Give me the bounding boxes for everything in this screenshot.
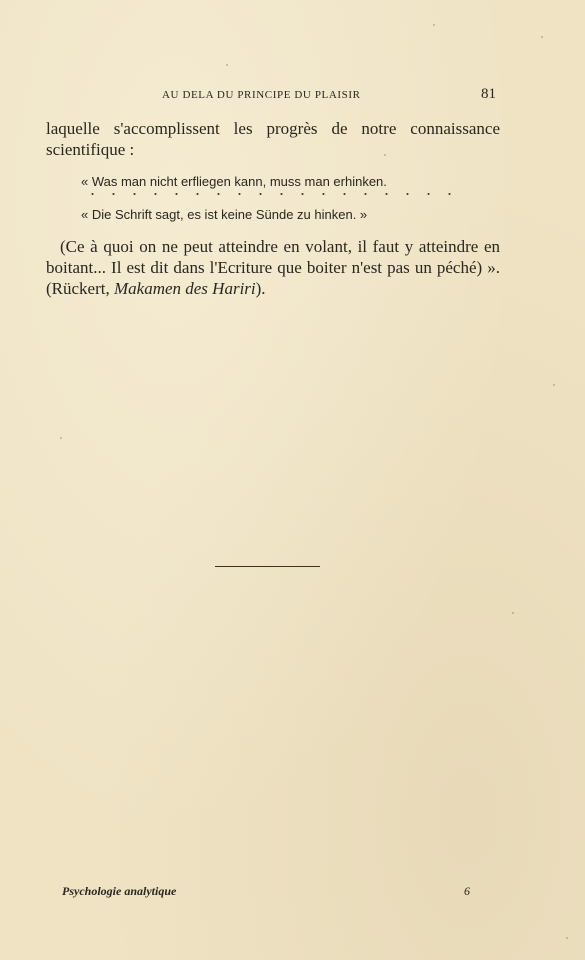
page-number: 81 bbox=[481, 86, 496, 102]
paper-speck bbox=[541, 36, 543, 38]
translation-end: ). bbox=[255, 279, 266, 298]
paragraph-intro: laquelle s'accomplissent les progrès de notre connaissance scientifique : bbox=[46, 119, 500, 159]
german-quote-2: « Die Schrift sagt, es ist keine Sünde zu hinken. » bbox=[81, 207, 368, 222]
signature-title: Psychologie analytique bbox=[62, 884, 177, 898]
paper-speck bbox=[226, 64, 228, 66]
running-head: AU DELA DU PRINCIPE DU PLAISIR bbox=[162, 89, 361, 101]
end-rule bbox=[215, 566, 320, 567]
paragraph-translation bbox=[46, 236, 500, 299]
german-quote-1: « Was man nicht erfliegen kann, muss man erhinken. bbox=[81, 174, 387, 189]
work-title: Makamen des Hariri bbox=[113, 279, 256, 298]
paper-speck bbox=[566, 937, 568, 939]
ellipsis-dot-leader bbox=[82, 192, 462, 196]
paper-speck bbox=[60, 437, 62, 439]
paper-speck bbox=[384, 154, 386, 156]
signature-number: 6 bbox=[464, 884, 470, 898]
translation-text: (Ce à quoi on ne peut atteindre en volant, il faut y atteindre en boitant... Il est dit dans l'Ecriture que boiter n'est pas un péché) ». (Rückert, bbox=[46, 237, 500, 298]
paper-speck bbox=[512, 612, 514, 614]
paper-speck bbox=[553, 384, 555, 386]
paper-speck bbox=[433, 24, 435, 26]
